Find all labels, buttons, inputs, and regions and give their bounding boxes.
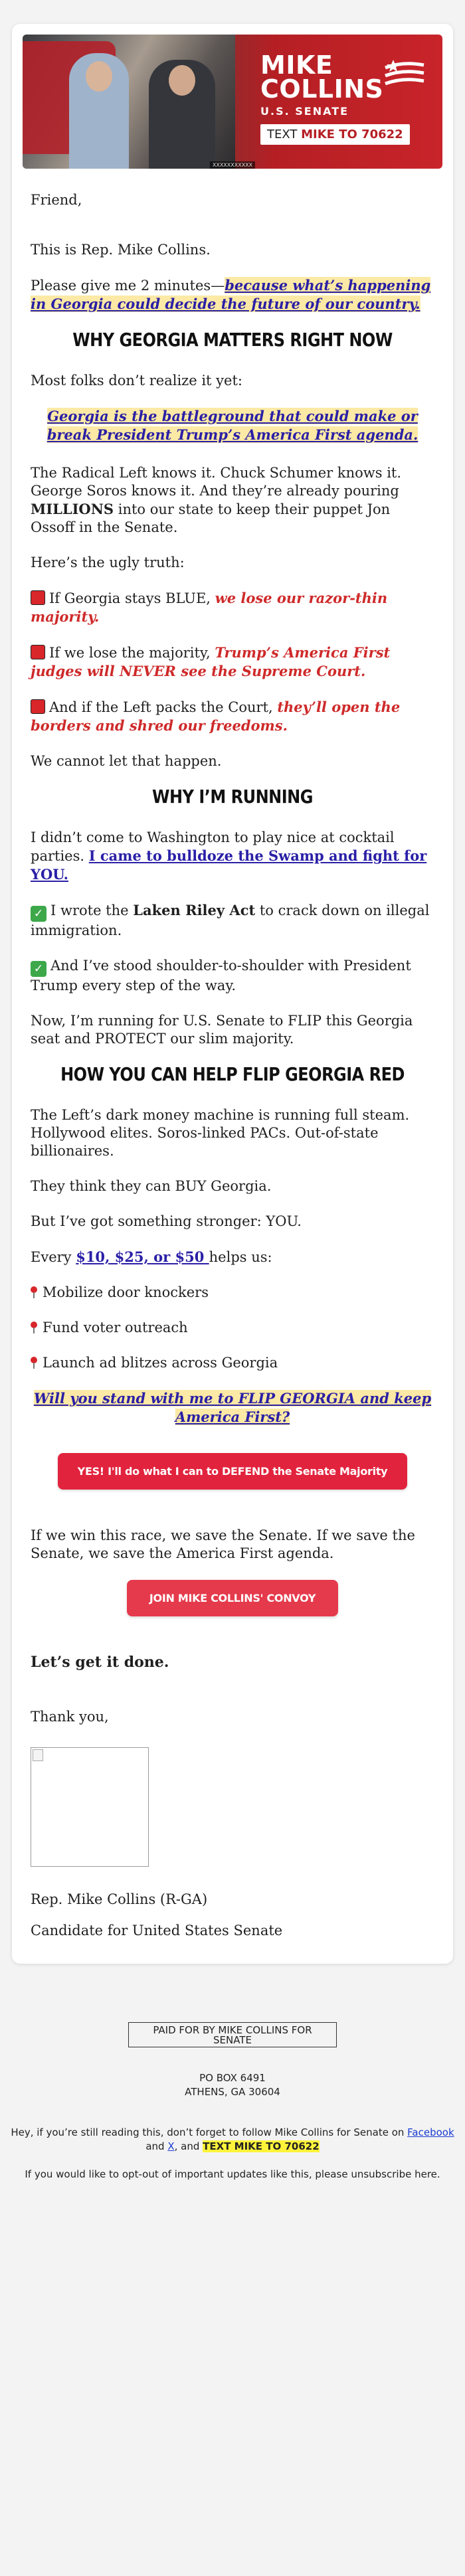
s2-paragraph-1 [31, 829, 434, 884]
text-mike-highlight: TEXT MIKE TO 70622 [203, 2140, 320, 2152]
pushpin-icon [31, 1322, 37, 1333]
s1-paragraph-2 [31, 464, 434, 537]
section-heading-help: HOW YOU CAN HELP FLIP GEORGIA RED [60, 1063, 405, 1086]
s1-paragraph-4: We cannot let that happen. [31, 753, 222, 769]
social-follow [0, 2126, 465, 2154]
signature-title: Candidate for United States Senate [31, 1923, 283, 1938]
s1-paragraph-1: Most folks don’t realize it yet: [31, 373, 242, 388]
flag-icon [380, 58, 426, 92]
s2-paragraph-2: Now, I’m running for U.S. Senate to FLIP this Georgia seat and PROTECT our slim majority. [31, 1013, 413, 1047]
check-bullet-tail: to crack down on illegal immigration. [31, 902, 430, 938]
footer [0, 1964, 465, 2220]
s3-paragraph-5: If we win this race, we save the Senate. If we save the Senate, we save the America First agenda. [31, 1527, 415, 1561]
social-text: Hey, if you’re still reading this, don’t forget to follow Mike Collins for Senate on [11, 2126, 408, 2138]
pin-bullet [31, 1354, 434, 1372]
bulldoze-swamp-link[interactable]: I came to bulldoze the Swamp and fight for YOU. [31, 847, 427, 883]
battleground-link[interactable]: Georgia is the battleground that could make or break President Trump’s America First agenda. [46, 408, 418, 443]
handshake-photo [23, 35, 235, 169]
campaign-logo [260, 50, 426, 145]
social-and: and [145, 2140, 168, 2152]
red-bullet [31, 698, 434, 735]
letter-body [23, 169, 442, 1940]
text-cta-keyword: MIKE TO 70622 [301, 128, 403, 141]
s3-p4-b: helps us: [209, 1249, 272, 1265]
mailing-address [0, 2071, 465, 2099]
s3-paragraph-3: But I’ve got something stronger: YOU. [31, 1213, 302, 1229]
signature-name: Rep. Mike Collins (R-GA) [31, 1891, 208, 1907]
logo-name-line2: COLLINS [260, 74, 384, 104]
unsubscribe-line[interactable]: If you would like to opt-out of important updates like this, please unsubscribe here. [25, 2168, 440, 2180]
pushpin-icon [31, 1357, 37, 1369]
s3-p4-a: Every [31, 1249, 76, 1265]
s2-p1-a: I didn’t come to Washington to play nice at cocktail parties. [31, 829, 395, 864]
flip-georgia-callout [31, 1389, 434, 1426]
logo-name-line1: MIKE [260, 50, 333, 80]
greeting: Friend, [31, 192, 82, 208]
check-mark-icon: ✓ [31, 961, 46, 977]
pin-bullet-text: Mobilize door knockers [43, 1284, 209, 1300]
signoff: Thank you, [31, 1709, 109, 1725]
s3-paragraph-2: They think they can BUY Georgia. [31, 1178, 272, 1194]
cta-defend-wrap [31, 1453, 434, 1490]
s3-paragraph-4 [31, 1248, 434, 1266]
check-mark-icon: ✓ [31, 906, 46, 922]
s1-p2-a: The Radical Left knows it. Chuck Schumer knows it. George Soros knows it. And they’re already pouring [31, 465, 402, 499]
header-banner[interactable] [23, 35, 442, 169]
ask-link[interactable]: because what’s happening in Georgia could decide the future of our country. [31, 277, 431, 312]
s1-p2-b: into our state to keep their puppet Jon Ossoff in the Senate. [31, 501, 391, 535]
pin-bullet [31, 1319, 434, 1337]
red-bullet-lead: If we lose the majority, [49, 645, 215, 661]
red-bullet-emphasis: we lose our razor-thin majority. [31, 590, 388, 625]
city-state-zip: ATHENS, GA 30604 [185, 2086, 280, 2098]
check-bullet-lead: I wrote the [50, 902, 134, 918]
check-bullet-bold: Laken Riley Act [133, 902, 256, 918]
pin-bullet-text: Launch ad blitzes across Georgia [43, 1355, 278, 1371]
closing-line: Let’s get it done. [31, 1654, 169, 1671]
ask-prefix: Please give me 2 minutes— [31, 278, 225, 294]
flip-georgia-link[interactable]: Will you stand with me to FLIP GEORGIA and keep America First? [33, 1390, 432, 1425]
red-square-icon [31, 645, 45, 659]
defend-senate-button[interactable]: YES! I'll do what I can to DEFEND the Senate Majority [58, 1453, 408, 1490]
paid-for-disclaimer: PAID FOR BY MIKE COLLINS FOR SENATE [128, 2022, 337, 2047]
person-left-head [86, 61, 112, 92]
s3-paragraph-1: The Left’s dark money machine is running full steam. Hollywood elites. Soros-linked PACs. Out-of-state billionaires. [31, 1107, 410, 1159]
s1-paragraph-3: Here’s the ugly truth: [31, 555, 185, 570]
red-bullet-lead: And if the Left packs the Court, [49, 699, 278, 715]
intro: This is Rep. Mike Collins. [31, 242, 211, 258]
social-comma: , and [174, 2140, 203, 2152]
person-right-head [169, 65, 195, 96]
pin-bullet [31, 1284, 434, 1302]
x-link[interactable]: X [167, 2140, 175, 2152]
check-bullet [31, 901, 434, 940]
red-bullet-emphasis: Trump’s America First judges will NEVER see the Supreme Court. [31, 644, 391, 679]
text-cta-box [260, 124, 410, 145]
cta-convoy-wrap [31, 1580, 434, 1616]
photo-credit: XXXXXXXXXXX [210, 161, 255, 169]
section-heading-georgia: WHY GEORGIA MATTERS RIGHT NOW [72, 329, 393, 351]
red-bullet [31, 589, 434, 626]
s1-p2-bold: MILLIONS [31, 501, 114, 517]
red-bullet [31, 644, 434, 681]
check-bullet-lead: And I’ve stood shoulder-to-shoulder with President Trump every step of the way. [31, 958, 411, 993]
logo-office: U.S. SENATE [260, 105, 349, 118]
signature-image-placeholder [31, 1747, 149, 1867]
red-square-icon [31, 590, 45, 605]
join-convoy-button[interactable]: JOIN MIKE COLLINS' CONVOY [127, 1580, 338, 1616]
pin-bullet-text: Fund voter outreach [43, 1320, 188, 1335]
ask-paragraph [31, 276, 434, 313]
check-bullet [31, 957, 434, 995]
red-bullet-lead: If Georgia stays BLUE, [49, 590, 215, 606]
red-square-icon [31, 699, 45, 714]
section-heading-running: WHY I’M RUNNING [152, 786, 313, 808]
facebook-link[interactable]: Facebook [407, 2126, 454, 2138]
pushpin-icon [31, 1286, 37, 1298]
email-card [12, 24, 453, 1964]
text-cta-prefix: TEXT [267, 128, 302, 141]
red-bullet-emphasis: they’ll open the borders and shred our freedoms. [31, 699, 401, 734]
battleground-callout [31, 407, 434, 444]
donation-amounts-link[interactable]: $10, $25, or $50 [76, 1248, 209, 1265]
po-box: PO BOX 6491 [199, 2072, 266, 2084]
